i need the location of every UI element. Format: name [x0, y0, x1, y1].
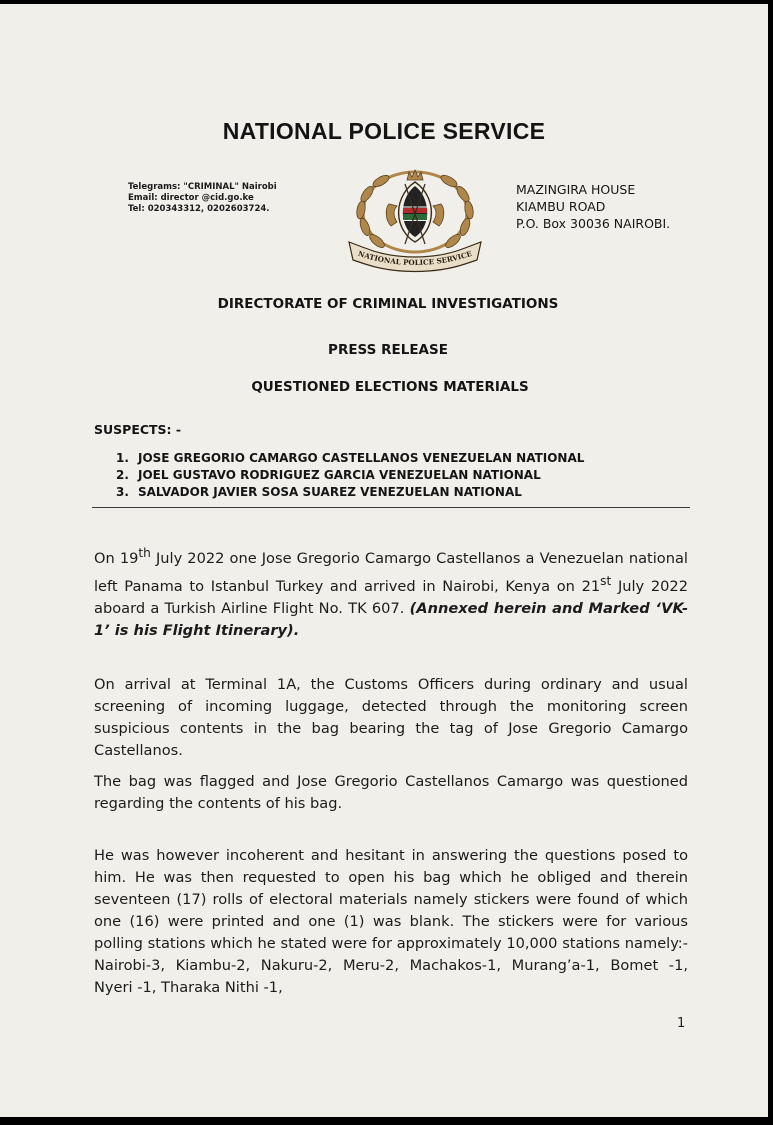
suspect-number: 3.	[116, 485, 129, 499]
paragraph-screening: On arrival at Terminal 1A, the Customs Officers during ordinary and usual screening of incoming luggage, detected through the monitoring screen suspicious contents in the bag bearing the tag of Jose Gregorio Camargo Castellanos.	[94, 676, 688, 759]
address-po-box: P.O. Box 30036 NAIROBI.	[516, 216, 671, 231]
suspect-item	[116, 484, 584, 501]
paragraph-arrival: On 19th July 2022 one Jose Gregorio Camargo Castellanos a Venezuelan national left Panama to Istanbul Turkey and arrived in Nairobi, Kenya on 21st July 2022 aboard a Turkish Airline Flight No. TK 607. (Annexed herein and Marked ‘VK-1’ is his Flight Itinerary).	[94, 546, 688, 639]
paragraph-flagged: The bag was flagged and Jose Gregorio Castellanos Camargo was questioned regarding the contents of his bag.	[94, 773, 688, 812]
suspect-item	[116, 450, 584, 467]
suspect-number: 2.	[116, 468, 129, 482]
suspects-list	[116, 450, 584, 501]
suspect-name: SALVADOR JAVIER SOSA SUAREZ VENEZUELAN NATIONAL	[138, 485, 522, 499]
contact-telephone: Tel: 020343312, 0202603724.	[128, 204, 270, 214]
contact-block	[128, 182, 277, 215]
police-emblem-icon	[345, 164, 485, 274]
section-divider	[92, 507, 690, 508]
address-building: MAZINGIRA HOUSE	[516, 182, 636, 197]
contact-email: Email: director @cid.go.ke	[128, 193, 254, 203]
directorate-heading: DIRECTORATE OF CRIMINAL INVESTIGATIONS	[217, 296, 559, 312]
suspect-item	[116, 467, 584, 484]
emblem-banner-text: NATIONAL POLICE SERVICE	[356, 248, 474, 268]
suspect-name: JOEL GUSTAVO RODRIGUEZ GARCIA VENEZUELAN NATIONAL	[138, 468, 541, 482]
page-number: 1	[677, 1016, 686, 1031]
subject-heading: QUESTIONED ELECTIONS MATERIALS	[251, 379, 529, 395]
annex-reference: (Annexed herein and Marked ‘VK-1’ is his Flight Itinerary).	[94, 599, 688, 639]
address-block	[516, 181, 670, 232]
suspects-label: SUSPECTS: -	[94, 422, 182, 437]
press-release-heading: PRESS RELEASE	[328, 342, 448, 358]
document-page	[0, 4, 768, 1117]
paragraph-findings: He was however incoherent and hesitant in answering the questions posed to him. He was then requested to open his bag which he obliged and therein seventeen (17) rolls of electoral materials namely stickers were found of which one (16) were printed and one (1) was blank. The stickers were for various polling stations which he stated were for approximately 10,000 stations namely:- Nairobi-3, Kiambu-2, Nakuru-2, Meru-2, Machakos-1, Murang’a-1, Bomet -1, Nyeri -1, Tharaka Nithi -1,	[94, 847, 688, 996]
suspect-name: JOSE GREGORIO CAMARGO CASTELLANOS VENEZUELAN NATIONAL	[138, 451, 585, 465]
organization-title: NATIONAL POLICE SERVICE	[222, 118, 546, 144]
suspect-number: 1.	[116, 451, 129, 465]
contact-telegrams: Telegrams: "CRIMINAL" Nairobi	[128, 182, 277, 192]
address-road: KIAMBU ROAD	[516, 199, 606, 214]
